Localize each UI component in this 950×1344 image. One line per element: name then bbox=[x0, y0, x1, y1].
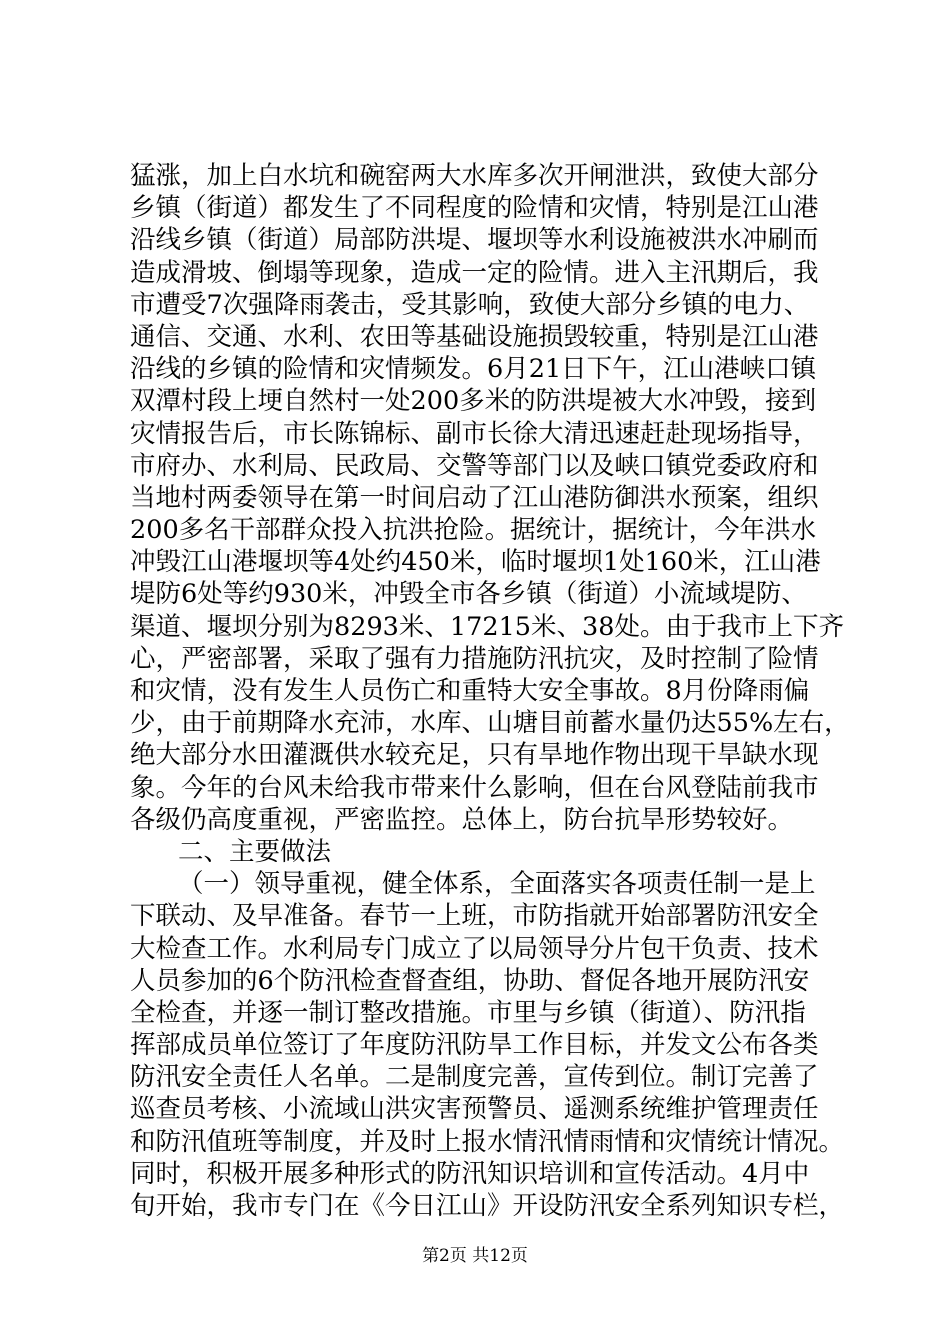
text-line: 心，严密部署，采取了强有力措施防汛抗灾，及时控制了险情 bbox=[130, 643, 819, 674]
text-line: 下联动、及早准备。春节一上班，市防指就开始部署防汛安全 bbox=[130, 901, 819, 932]
text-line: 冲毁江山港堰坝等4处约450米，临时堰坝1处160米，江山港 bbox=[130, 547, 821, 578]
text-line: 和灾情，没有发生人员伤亡和重特大安全事故。8月份降雨偏 bbox=[130, 676, 810, 706]
page-number-footer: 第2页 共12页 bbox=[422, 1246, 528, 1266]
text-line: 市府办、水利局、民政局、交警等部门以及峡口镇党委政府和 bbox=[130, 450, 819, 481]
text-line: 巡查员考核、小流域山洪灾害预警员、遥测系统维护管理责任 bbox=[130, 1094, 819, 1125]
text-line: 旬开始，我市专门在《今日江山》开设防汛安全系列知识专栏， bbox=[130, 1191, 845, 1221]
text-line: 200多名干部群众投入抗洪抢险。据统计，据统计，今年洪水 bbox=[130, 515, 817, 546]
text-line: 当地村两委领导在第一时间启动了江山港防御洪水预案，组织 bbox=[130, 482, 819, 513]
text-line: 堤防6处等约930米，冲毁全市各乡镇（街道）小流域堤防、 bbox=[130, 579, 807, 610]
text-line: 通信、交通、水利、农田等基础设施损毁较重，特别是江山港 bbox=[130, 321, 819, 352]
text-line: 猛涨，加上白水坑和碗窑两大水库多次开闸泄洪，致使大部分 bbox=[130, 161, 819, 191]
text-line: 挥部成员单位签订了年度防汛防旱工作目标，并发文公布各类 bbox=[130, 1030, 819, 1061]
text-line: （一）领导重视，健全体系，全面落实各项责任制一是上 bbox=[178, 869, 816, 900]
text-line: 沿线乡镇（街道）局部防洪堤、堰坝等水利设施被洪水冲刷而 bbox=[130, 225, 819, 256]
text-line: 人员参加的6个防汛检查督查组，协助、督促各地开展防汛安 bbox=[130, 965, 810, 996]
text-line: 和防汛值班等制度，并及时上报水情汛情雨情和灾情统计情况。 bbox=[130, 1126, 845, 1157]
text-line: 乡镇（街道）都发生了不同程度的险情和灾情，特别是江山港 bbox=[130, 193, 819, 224]
text-line: 市遭受7次强降雨袭击，受其影响，致使大部分乡镇的电力、 bbox=[130, 289, 810, 320]
text-line: 渠道、堰坝分别为8293米、17215米、38处。由于我市上下齐 bbox=[130, 611, 844, 642]
text-line: 少，由于前期降水充沛，水库、山塘目前蓄水量仍达55%左右， bbox=[130, 708, 850, 739]
text-line: 全检查，并逐一制订整改措施。市里与乡镇（街道）、防汛指 bbox=[130, 997, 806, 1028]
text-line: 防汛安全责任人名单。二是制度完善，宣传到位。制订完善了 bbox=[130, 1062, 819, 1093]
paragraph-main-practices bbox=[130, 868, 845, 1222]
page-body bbox=[130, 160, 850, 1222]
section-heading: 二、主要做法 bbox=[178, 836, 332, 867]
text-line: 象。今年的台风未给我市带来什么影响，但在台风登陆前我市 bbox=[130, 772, 819, 803]
text-line: 双潭村段上埂自然村一处200多米的防洪堤被大水冲毁，接到 bbox=[130, 386, 817, 417]
text-line: 各级仍高度重视，严密监控。总体上，防台抗旱形势较好。 bbox=[130, 804, 794, 835]
text-line: 大检查工作。水利局专门成立了以局领导分片包干负责、技术 bbox=[130, 933, 819, 964]
text-line: 绝大部分水田灌溉供水较充足，只有旱地作物出现干旱缺水现 bbox=[130, 740, 819, 771]
text-line: 同时，积极开展多种形式的防汛知识培训和宣传活动。4月中 bbox=[130, 1158, 810, 1189]
text-line: 沿线的乡镇的险情和灾情频发。6月21日下午，江山港峡口镇 bbox=[130, 354, 817, 385]
text-line: 灾情报告后，市长陈锦标、副市长徐大清迅速赶赴现场指导， bbox=[130, 418, 819, 449]
text-line: 造成滑坡、倒塌等现象，造成一定的险情。进入主汛期后，我 bbox=[130, 257, 819, 288]
paragraph-flood-situation bbox=[130, 160, 850, 836]
